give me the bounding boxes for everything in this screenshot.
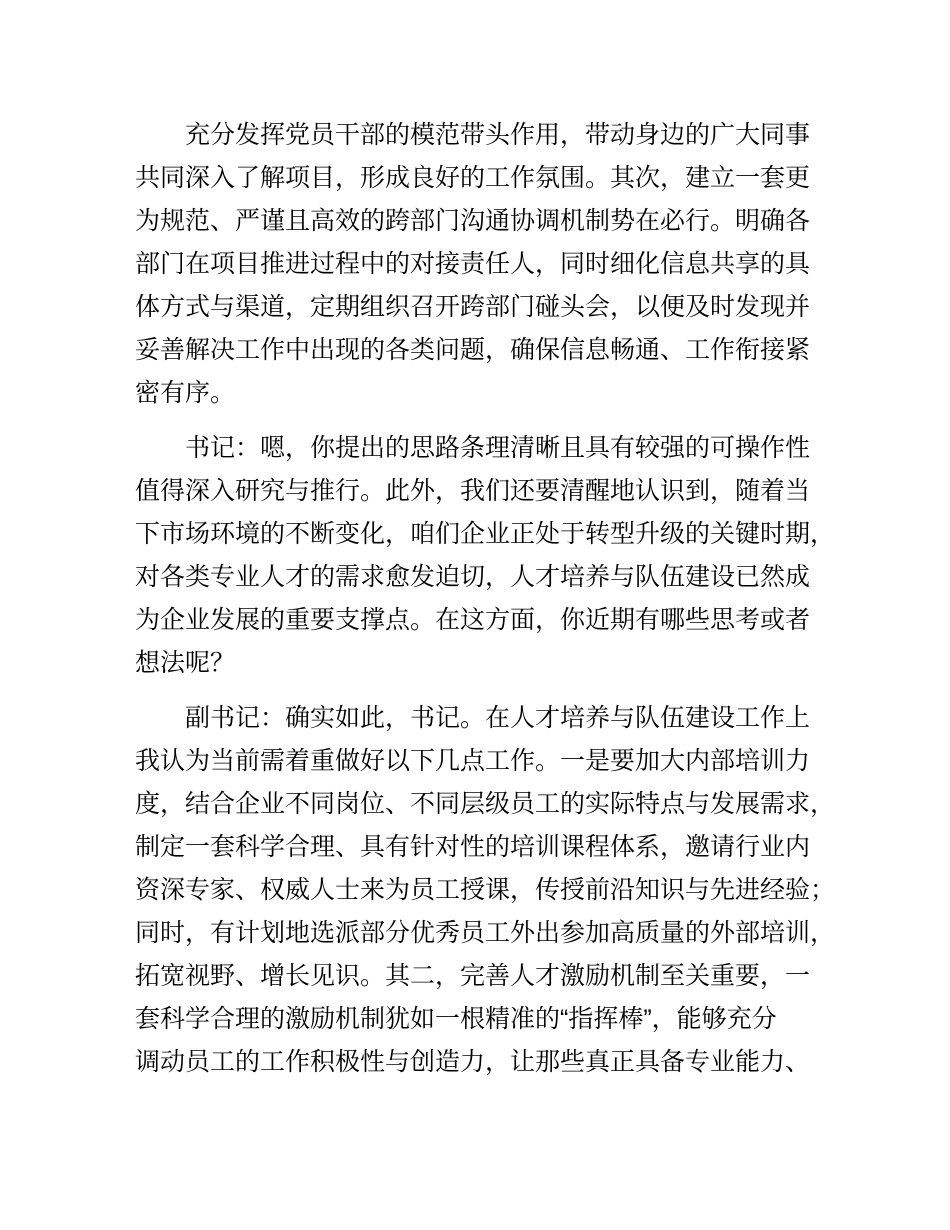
text-line: 为企业发展的重要支撑点。在这方面，你近期有哪些思考或者	[135, 606, 811, 634]
text-line: 度，结合企业不同岗位、不同层级员工的实际特点与发展需求，	[135, 790, 836, 818]
text-line: 体方式与渠道，定期组织召开跨部门碰头会，以便及时发现并	[135, 293, 811, 321]
text-line: 想法呢？	[135, 649, 236, 677]
text-line: 套科学合理的激励机制犹如一根精准的“指挥棒”，能够充分	[135, 1005, 777, 1033]
paragraph	[135, 114, 811, 415]
text-line: 共同深入了解项目，形成良好的工作氛围。其次，建立一套更	[135, 164, 811, 192]
text-line: 下市场环境的不断变化，咱们企业正处于转型升级的关键时期，	[135, 520, 836, 548]
paragraph	[135, 697, 836, 1084]
text-line: 副书记：确实如此，书记。在人才培养与队伍建设工作上	[185, 704, 811, 732]
document-content	[135, 114, 836, 1084]
text-line: 拓宽视野、增长见识。其二，完善人才激励机制至关重要，一	[135, 962, 811, 990]
text-line: 书记：嗯，你提出的思路条理清晰且具有较强的可操作性	[185, 434, 811, 462]
text-line: 同时，有计划地选派部分优秀员工外出参加高质量的外部培训，	[135, 919, 836, 947]
text-line: 资深专家、权威人士来为员工授课，传授前沿知识与先进经验；	[135, 876, 836, 904]
text-line: 制定一套科学合理、具有针对性的培训课程体系，邀请行业内	[135, 833, 811, 861]
text-line: 值得深入研究与推行。此外，我们还要清醒地认识到，随着当	[135, 477, 811, 505]
text-line: 为规范、严谨且高效的跨部门沟通协调机制势在必行。明确各	[135, 207, 811, 235]
text-line: 部门在项目推进过程中的对接责任人，同时细化信息共享的具	[135, 250, 811, 278]
text-line: 密有序。	[135, 379, 236, 407]
paragraph	[135, 427, 836, 685]
text-line: 妥善解决工作中出现的各类问题，确保信息畅通、工作衔接紧	[135, 336, 811, 364]
text-line: 我认为当前需着重做好以下几点工作。一是要加大内部培训力	[135, 747, 811, 775]
text-line: 对各类专业人才的需求愈发迫切，人才培养与队伍建设已然成	[135, 563, 811, 591]
text-line: 充分发挥党员干部的模范带头作用，带动身边的广大同事	[185, 121, 811, 149]
text-line: 调动员工的工作积极性与创造力，让那些真正具备专业能力、	[135, 1048, 811, 1076]
